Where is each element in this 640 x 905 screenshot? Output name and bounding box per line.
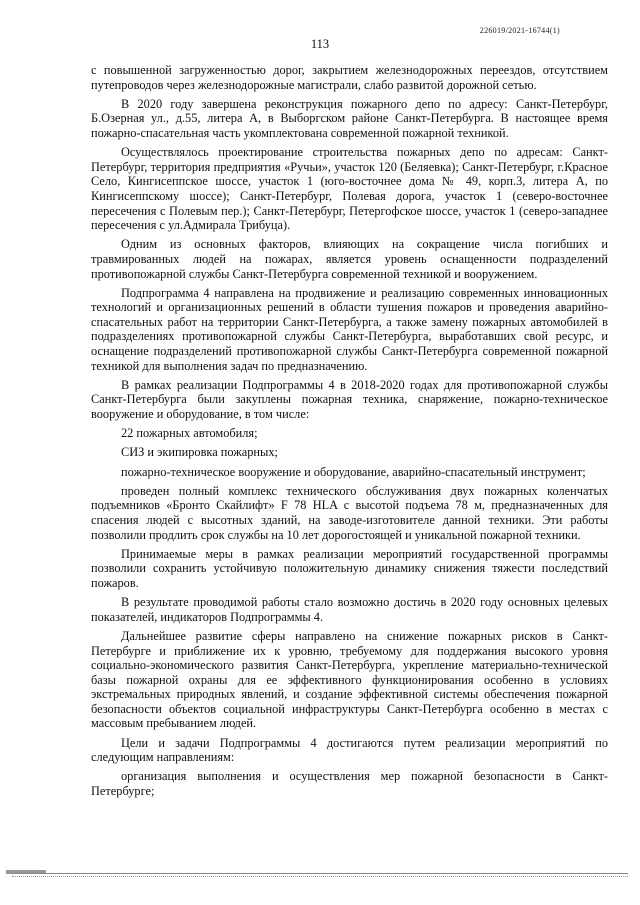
paragraph: Принимаемые меры в рамках реализации мероприятий государственной программы позволили сохранить устойчивую положительную динамику снижения тяжести последствий пожаров. [91,546,608,590]
paragraph: Подпрограмма 4 направлена на продвижение и реализацию современных инновационных технологий и организационных решений в области тушения пожаров и проведения аварийно-спасательных работ на территории Санкт-Петербурга, а также замену пожарных автомобилей в подразделениях противопожарной службы Санкт-Петербурга, выработавших свой ресурс, и оснащение подразделений противопожарной службы Санкт-Петербурга современной пожарной техникой для выполнения задач по предназначению. [91,285,608,373]
paragraph: Цели и задачи Подпрограммы 4 достигаются путем реализации мероприятий по следующим направлениям: [91,735,608,765]
paragraph: Дальнейшее развитие сферы направлено на снижение пожарных рисков в Санкт-Петербурге и приближение их к уровню, требуемому для поддержания высокого уровня социально-экономического развития Санкт-Петербурга, укрепление материально-технической базы пожарной охраны для ее эффективного функционирования особенно в условиях экстремальных природных явлений, и создание эффективной системы обеспечения пожарной безопасности объектов социальной инфраструктуры Санкт-Петербурга особенно в местах с массовым пребыванием людей. [91,628,608,731]
list-item: организация выполнения и осуществления мер пожарной безопасности в Санкт-Петербурге; [91,769,608,799]
document-registration-number: 226019/2021-16744(1) [479,26,560,35]
scan-edge-line [12,873,628,874]
list-item: проведен полный комплекс технического обслуживания двух пожарных коленчатых подъемников «Бронто Скайлифт» F 78 HLA с высотой подъема 78 м, предназначенных для спасения людей с высотных зданий, на заводе-изготовителе данной техники. Эти работы позволили продлить срок службы на 10 лет дорогостоящей и уникальной пожарной техники. [91,483,608,542]
paragraph: с повышенной загруженностью дорог, закрытием железнодорожных переездов, отсутствием путепроводов через железнодорожные магистрали, слабо развитой дорожной сетью. [91,63,608,92]
paragraph: В результате проводимой работы стало возможно достичь в 2020 году основных целевых показателей, индикаторов Подпрограммы 4. [91,595,608,624]
list-item: СИЗ и экипировка пожарных; [121,445,278,460]
document-body [91,63,608,803]
list-item: 22 пожарных автомобиля; [121,426,258,441]
list-item: пожарно-техническое вооружение и оборудование, аварийно-спасательный инструмент; [121,464,586,479]
paragraph: Осуществлялось проектирование строительства пожарных депо по адресам: Санкт-Петербург, территория предприятия «Ручьи», участок 120 (Беляевка); Санкт-Петербург, г.Красное Село, Кингисеппское шоссе, участок 1 (юго-восточнее дома № 49, корп.3, литера А, по Кингисеппскому шоссе); Санкт-Петербург, Полевая дорога, участок 1 (северо-восточнее пересечения с Полевым пер.); Санкт-Петербург, Петергофское шоссе, участок 1 (северо-западнее пересечения с ул.Адмирала Трибуца). [91,145,608,233]
paragraph: Одним из основных факторов, влияющих на сокращение числа погибших и травмированных людей на пожарах, является уровень оснащенности подразделений противопожарной службы Санкт-Петербурга современной техникой и вооружением. [91,237,608,281]
paragraph: В 2020 году завершена реконструкция пожарного депо по адресу: Санкт-Петербург, Б.Озерная ул., д.55, литера А, в Выборгском районе Санкт-Петербурга. В настоящее время пожарно-спасательная часть укомплектована современной пожарной техникой. [91,96,608,140]
page-number: 113 [310,37,330,51]
paragraph: В рамках реализации Подпрограммы 4 в 2018-2020 годах для противопожарной службы Санкт-Петербурга были закуплены пожарная техника, снаряжение, пожарно-техническое вооружение и оборудование, в том числе: [91,377,608,422]
